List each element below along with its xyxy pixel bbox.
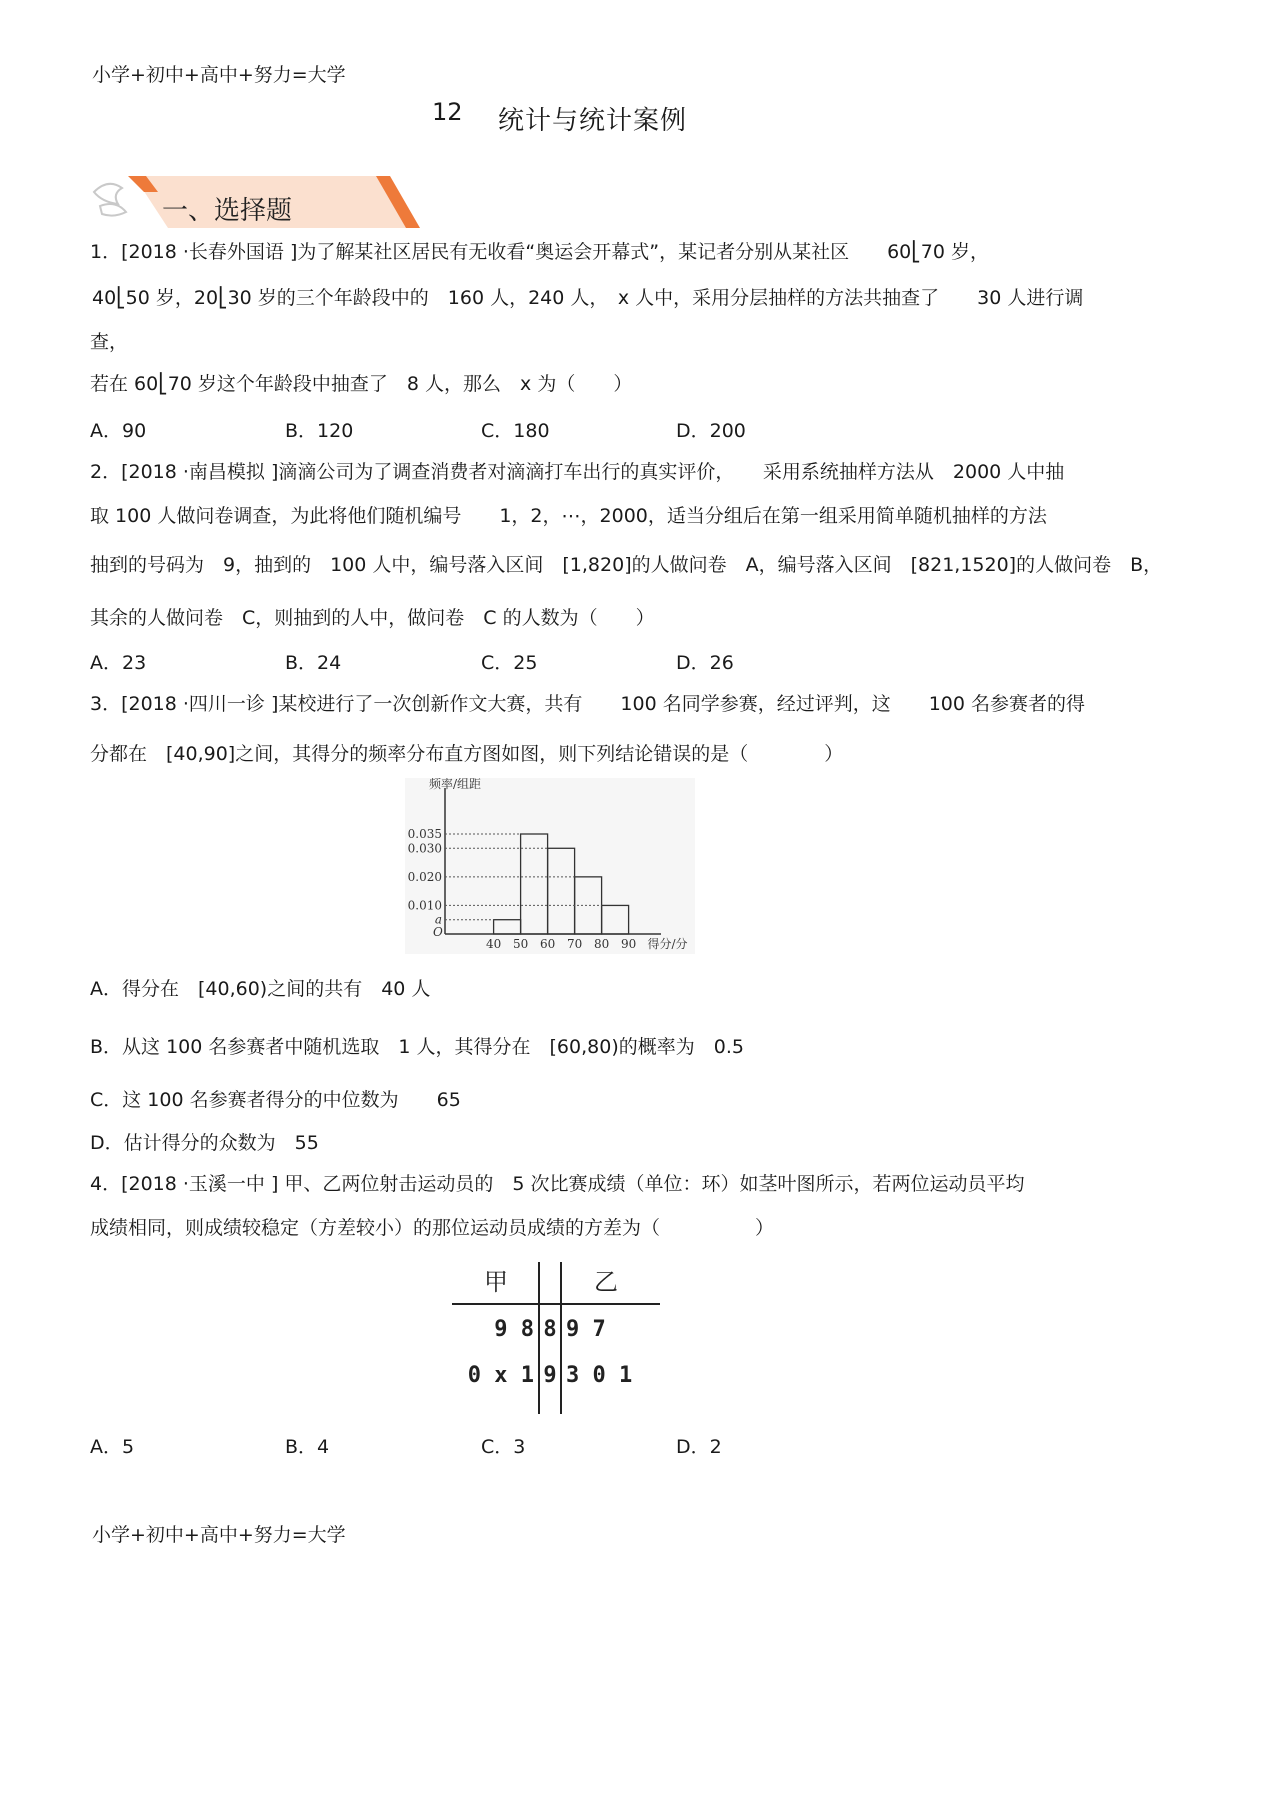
histogram-y-tick-label: 0.035 [407,827,442,841]
histogram-origin-label: O [433,925,443,939]
question-3-option-b: B．从这 100 名参赛者中随机选取 1 人，其得分在 [60,80)的概率为 0.5 [90,1036,744,1058]
histogram-x-tick-label: 80 [593,937,610,951]
stem-leaf-row-1-left: 9 8 [494,1317,534,1342]
question-3-option-c: C．这 100 名参赛者得分的中位数为 65 [90,1089,461,1111]
question-4-line-1: 4．[2018 ·玉溪一中 ] 甲、乙两位射击运动员的 5 次比赛成绩（单位：环）如茎叶图所示，若两位运动员平均 [90,1173,1025,1195]
question-1-option-b: B．120 [285,420,354,442]
frequency-histogram [405,778,695,954]
question-3-line-1: 3．[2018 ·四川一诊 ]某校进行了一次创新作文大赛，共有 100 名同学参赛，经过评判，这 100 名参赛者的得 [90,693,1085,715]
question-2-option-a: A．23 [90,652,147,674]
stem-leaf-right-header: 乙 [594,1268,618,1296]
histogram-x-label: 得分/分 [647,937,688,951]
histogram-y-tick-label: 0.010 [407,898,442,913]
stem-leaf-row-1-stem: 8 [543,1317,557,1342]
question-1-line-4: 若在 60⎣70 岁这个年龄段中抽查了 8 人，那么 x 为（ ） [90,373,633,395]
question-3-line-2: 分都在 [40,90]之间，其得分的频率分布直方图如图，则下列结论错误的是（ ） [90,743,844,765]
question-4-option-a: A．5 [90,1436,135,1458]
question-2-option-c: C．25 [481,652,538,674]
histogram-x-tick-label: 90 [620,937,637,951]
chapter-number: 12 [432,98,463,126]
page-title: 统计与统计案例 [498,106,688,136]
histogram-y-tick-label: 0.020 [407,869,442,884]
question-2-option-b: B．24 [285,652,342,674]
histogram-y-tick-label: 0.030 [407,841,442,856]
page-header: 小学+初中+高中+努力=大学 [92,64,346,86]
histogram-y-label: 频率/组距 [429,778,482,791]
question-3-option-a: A．得分在 [40,60)之间的共有 40 人 [90,978,431,1000]
page-footer: 小学+初中+高中+努力=大学 [92,1524,346,1546]
histogram-x-tick-label: 70 [566,937,583,951]
question-4-line-2: 成绩相同，则成绩较稳定（方差较小）的那位运动员成绩的方差为（ ） [90,1217,775,1239]
question-4-option-c: C．3 [481,1436,526,1458]
histogram-x-tick-label: 40 [485,937,502,951]
stem-leaf-row-2-stem: 9 [543,1363,557,1388]
question-1-option-d: D．200 [676,420,746,442]
question-2-line-1: 2．[2018 ·南昌模拟 ]滴滴公司为了调查消费者对滴滴打车出行的真实评价， 采用系统抽样方法从 2000 人中抽 [90,461,1065,483]
question-1-option-a: A．90 [90,420,147,442]
question-4-option-d: D．2 [676,1436,722,1458]
stem-leaf-left-header: 甲 [484,1268,508,1296]
question-4-option-b: B．4 [285,1436,330,1458]
histogram-x-tick-label: 50 [512,937,529,951]
question-2-line-2: 取 100 人做问卷调查，为此将他们随机编号 1，2，⋯，2000，适当分组后在第一组采用简单随机抽样的方法 [90,505,1047,527]
question-2-line-4: 其余的人做问卷 C，则抽到的人中，做问卷 C 的人数为（ ） [90,607,655,629]
question-2-option-d: D．26 [676,652,734,674]
stem-leaf-row-2-right: 3 0 1 [566,1363,633,1388]
question-2-line-3: 抽到的号码为 9，抽到的 100 人中，编号落入区间 [1,820]的人做问卷 A，编号落入区间 [821,1520]的人做问卷 B， [90,554,1163,576]
histogram-figure [405,778,695,954]
section-title: 一、选择题 [162,196,293,226]
stem-leaf-row-1-right: 9 7 [566,1317,606,1342]
stem-leaf-graphic [448,1258,663,1418]
question-1-line-1: 1．[2018 ·长春外国语 ]为了解某社区居民有无收看“奥运会开幕式”，某记者分别从某社区 60⎣70 岁， [90,241,989,263]
question-1-option-c: C．180 [481,420,550,442]
stem-leaf-row-2-left: 0 x 1 [467,1363,534,1388]
stem-leaf-plot [448,1258,663,1418]
histogram-y-tick-label: a [434,912,442,927]
question-3-option-d: D．估计得分的众数为 55 [90,1132,319,1154]
question-1-line-2: 40⎣50 岁，20⎣30 岁的三个年龄段中的 160 人，240 人， x 人中，采用分层抽样的方法共抽查了 30 人进行调 [92,287,1084,309]
histogram-x-tick-label: 60 [539,937,556,951]
question-1-line-3: 查， [90,331,129,353]
